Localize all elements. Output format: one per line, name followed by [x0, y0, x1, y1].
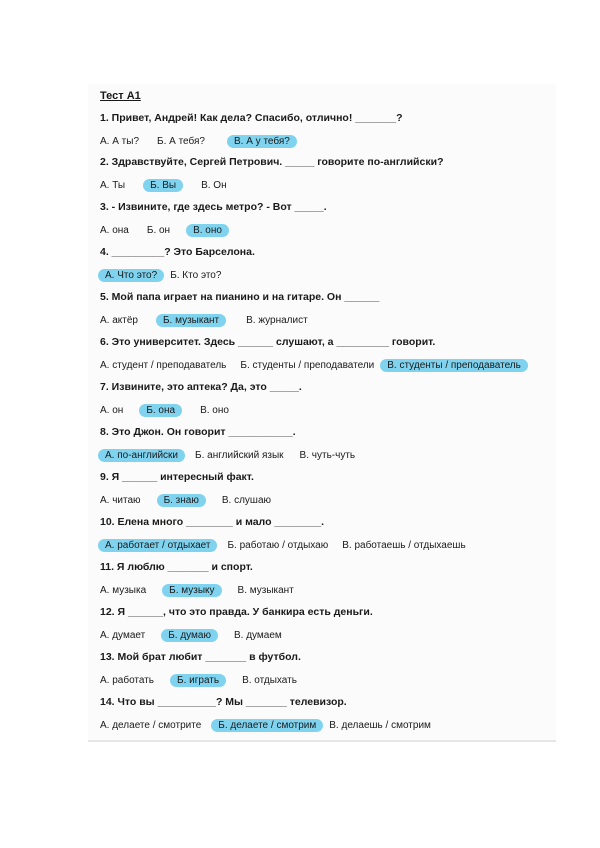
- answer-option: В. отдыхать: [242, 675, 297, 686]
- answer-option: А. она: [100, 225, 129, 236]
- answer-options-1: [100, 135, 295, 148]
- answer-option: Б. студенты / преподаватели: [240, 360, 375, 371]
- answer-options-2: [100, 179, 227, 192]
- answer-option: В. слушаю: [221, 495, 272, 506]
- answer-options-13: [100, 674, 297, 687]
- answer-option: А. музыка: [100, 585, 147, 596]
- answer-option: Б. работаю / отдыхаю: [227, 540, 329, 551]
- answer-option: Б. А тебя?: [157, 136, 205, 147]
- highlighted-answer: Б. музыкант: [156, 314, 226, 327]
- highlighted-answer: В. А у тебя?: [227, 135, 297, 148]
- highlighted-answer: В. студенты / преподаватель: [380, 359, 528, 372]
- highlighted-answer: А. по-английски: [98, 449, 185, 462]
- question-6: 6. Это университет. Здесь ______ слушают, а _________ говорит.: [100, 336, 436, 348]
- question-11: 11. Я люблю _______ и спорт.: [100, 561, 253, 573]
- question-10: 10. Елена много ________ и мало ________.: [100, 516, 325, 528]
- answer-option: В. делаешь / смотрим: [329, 720, 431, 731]
- answer-option: А. А ты?: [100, 136, 140, 147]
- answer-options-7: [100, 404, 229, 417]
- question-13: 13. Мой брат любит _______ в футбол.: [100, 651, 301, 663]
- highlighted-answer: Б. делаете / смотрим: [211, 719, 323, 732]
- answer-option: Б. он: [146, 225, 171, 236]
- question-2: 2. Здравствуйте, Сергей Петрович. _____ говорите по-английски?: [100, 156, 444, 168]
- answer-options-3: [100, 224, 227, 237]
- test-title: Тест А1: [100, 90, 141, 102]
- answer-option: А. он: [100, 405, 124, 416]
- answer-option: Б. Кто это?: [170, 270, 222, 281]
- highlighted-answer: Б. знаю: [157, 494, 206, 507]
- highlighted-answer: А. работает / отдыхает: [98, 539, 217, 552]
- highlighted-answer: Б. Вы: [143, 179, 183, 192]
- question-12: 12. Я ______, что это правда. У банкира есть деньги.: [100, 606, 373, 618]
- answer-option: А. делаете / смотрите: [100, 720, 202, 731]
- answer-options-6: [100, 359, 526, 372]
- question-7: 7. Извините, это аптека? Да, это _____.: [100, 381, 302, 393]
- answer-options-11: [100, 584, 294, 597]
- answer-option: В. оно: [200, 405, 229, 416]
- highlighted-answer: В. оно: [186, 224, 229, 237]
- question-1: 1. Привет, Андрей! Как дела? Спасибо, отлично! _______?: [100, 112, 403, 124]
- question-3: 3. - Извините, где здесь метро? - Вот _____.: [100, 201, 327, 213]
- highlighted-answer: Б. думаю: [161, 629, 218, 642]
- answer-options-5: [100, 314, 308, 327]
- answer-options-9: [100, 494, 271, 507]
- answer-option: Б. английский язык: [195, 450, 284, 461]
- answer-option: А. думает: [100, 630, 146, 641]
- answer-option: А. студент / преподаватель: [100, 360, 227, 371]
- answer-option: В. работаешь / отдыхаешь: [342, 540, 466, 551]
- answer-option: А. актёр: [100, 315, 138, 326]
- answer-option: А. работать: [100, 675, 155, 686]
- answer-option: В. музыкант: [237, 585, 294, 596]
- highlighted-answer: Б. она: [139, 404, 182, 417]
- answer-option: В. чуть-чуть: [299, 450, 356, 461]
- question-8: 8. Это Джон. Он говорит ___________.: [100, 426, 296, 438]
- answer-option: В. думаем: [233, 630, 282, 641]
- highlighted-answer: Б. музыку: [162, 584, 221, 597]
- question-14: 14. Что вы __________? Мы _______ телевизор.: [100, 696, 347, 708]
- question-9: 9. Я ______ интересный факт.: [100, 471, 254, 483]
- answer-options-10: [100, 539, 466, 552]
- answer-options-14: [100, 719, 431, 732]
- answer-options-12: [100, 629, 282, 642]
- answer-option: В. Он: [201, 180, 227, 191]
- answer-options-8: [100, 449, 355, 462]
- question-4: 4. _________? Это Барселона.: [100, 246, 255, 258]
- answer-option: А. читаю: [100, 495, 141, 506]
- highlighted-answer: Б. играть: [170, 674, 226, 687]
- answer-options-4: [100, 269, 221, 282]
- answer-option: А. Ты: [100, 180, 126, 191]
- answer-option: В. журналист: [246, 315, 308, 326]
- highlighted-answer: А. Что это?: [98, 269, 164, 282]
- question-5: 5. Мой папа играет на пианино и на гитаре. Он ______: [100, 291, 380, 303]
